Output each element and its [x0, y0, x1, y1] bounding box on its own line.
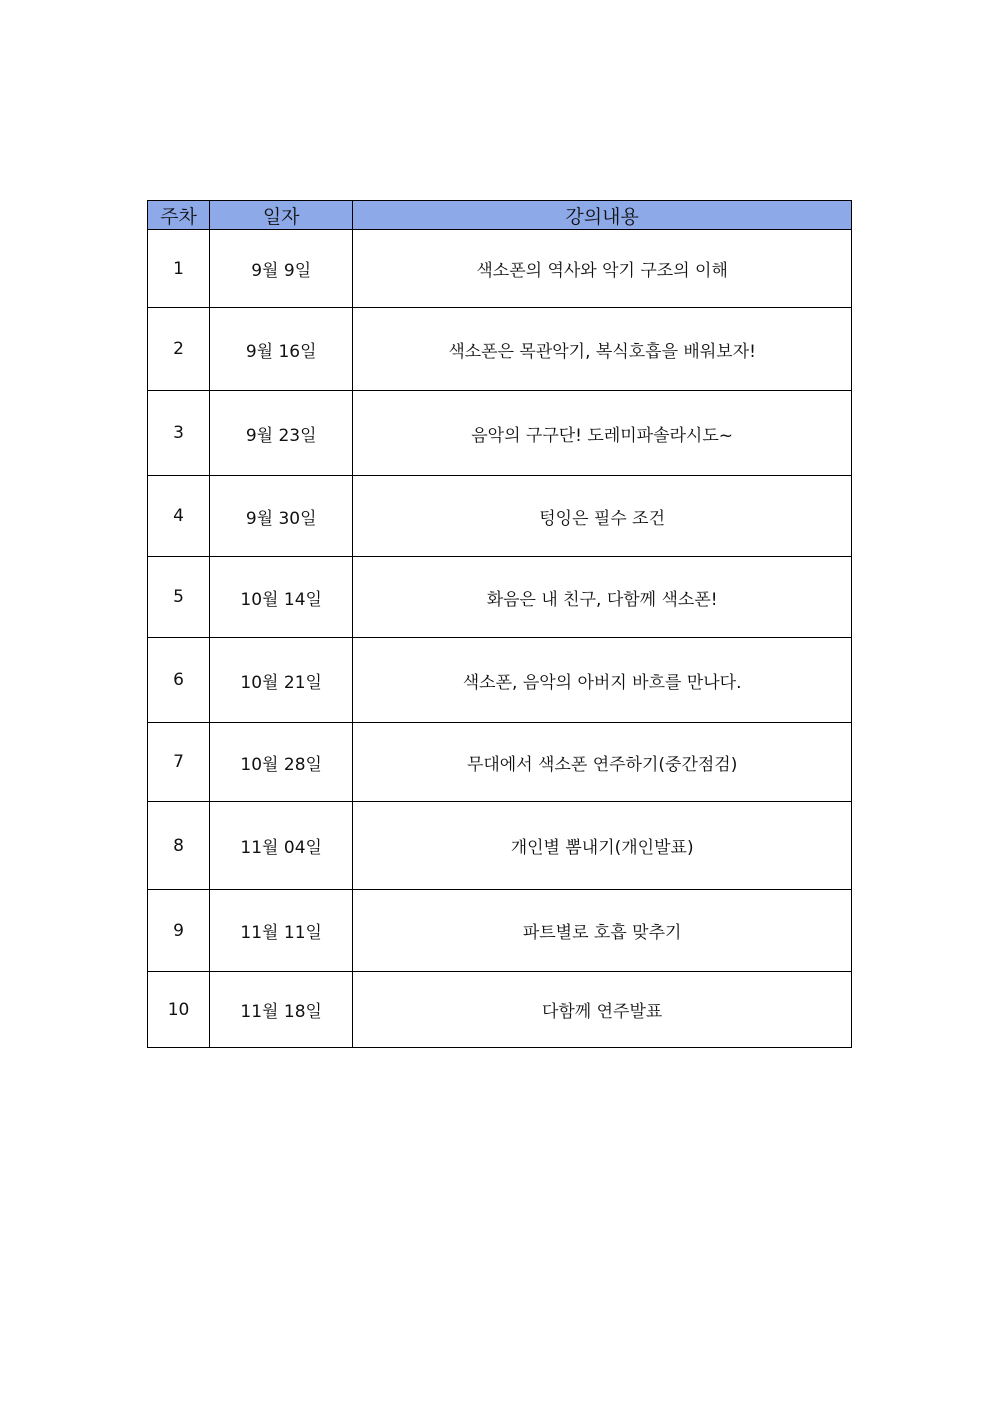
table-row: [148, 557, 852, 638]
content-cell: 개인별 뽐내기(개인발표): [353, 802, 852, 890]
header-row: [148, 201, 852, 230]
schedule-table: [147, 200, 852, 1048]
table-row: [148, 638, 852, 723]
content-cell: 무대에서 색소폰 연주하기(중간점검): [353, 723, 852, 802]
date-cell: 11월 11일: [210, 890, 353, 972]
date-cell: 11월 18일: [210, 972, 353, 1048]
date-cell: 9월 30일: [210, 476, 353, 557]
date-cell: 9월 9일: [210, 230, 353, 308]
content-cell: 화음은 내 친구, 다함께 색소폰!: [353, 557, 852, 638]
date-cell: 10월 21일: [210, 638, 353, 723]
week-cell: 3: [148, 391, 210, 476]
week-cell: 10: [148, 972, 210, 1048]
content-cell: 파트별로 호흡 맞추기: [353, 890, 852, 972]
header-content: 강의내용: [353, 201, 852, 230]
table-row: [148, 972, 852, 1048]
week-cell: 2: [148, 308, 210, 391]
week-cell: 1: [148, 230, 210, 308]
date-cell: 10월 28일: [210, 723, 353, 802]
date-cell: 9월 16일: [210, 308, 353, 391]
content-cell: 음악의 구구단! 도레미파솔라시도~: [353, 391, 852, 476]
week-cell: 5: [148, 557, 210, 638]
date-cell: 10월 14일: [210, 557, 353, 638]
table-row: [148, 723, 852, 802]
date-cell: 9월 23일: [210, 391, 353, 476]
date-cell: 11월 04일: [210, 802, 353, 890]
table-row: [148, 802, 852, 890]
content-cell: 다함께 연주발표: [353, 972, 852, 1048]
table-row: [148, 476, 852, 557]
header-date: 일자: [210, 201, 353, 230]
week-cell: 8: [148, 802, 210, 890]
header-week: 주차: [148, 201, 210, 230]
content-cell: 색소폰의 역사와 악기 구조의 이해: [353, 230, 852, 308]
table-row: [148, 391, 852, 476]
week-cell: 6: [148, 638, 210, 723]
week-cell: 4: [148, 476, 210, 557]
table-row: [148, 308, 852, 391]
content-cell: 색소폰, 음악의 아버지 바흐를 만나다.: [353, 638, 852, 723]
week-cell: 9: [148, 890, 210, 972]
table-row: [148, 230, 852, 308]
week-cell: 7: [148, 723, 210, 802]
content-cell: 텅잉은 필수 조건: [353, 476, 852, 557]
table-row: [148, 890, 852, 972]
content-cell: 색소폰은 목관악기, 복식호흡을 배워보자!: [353, 308, 852, 391]
